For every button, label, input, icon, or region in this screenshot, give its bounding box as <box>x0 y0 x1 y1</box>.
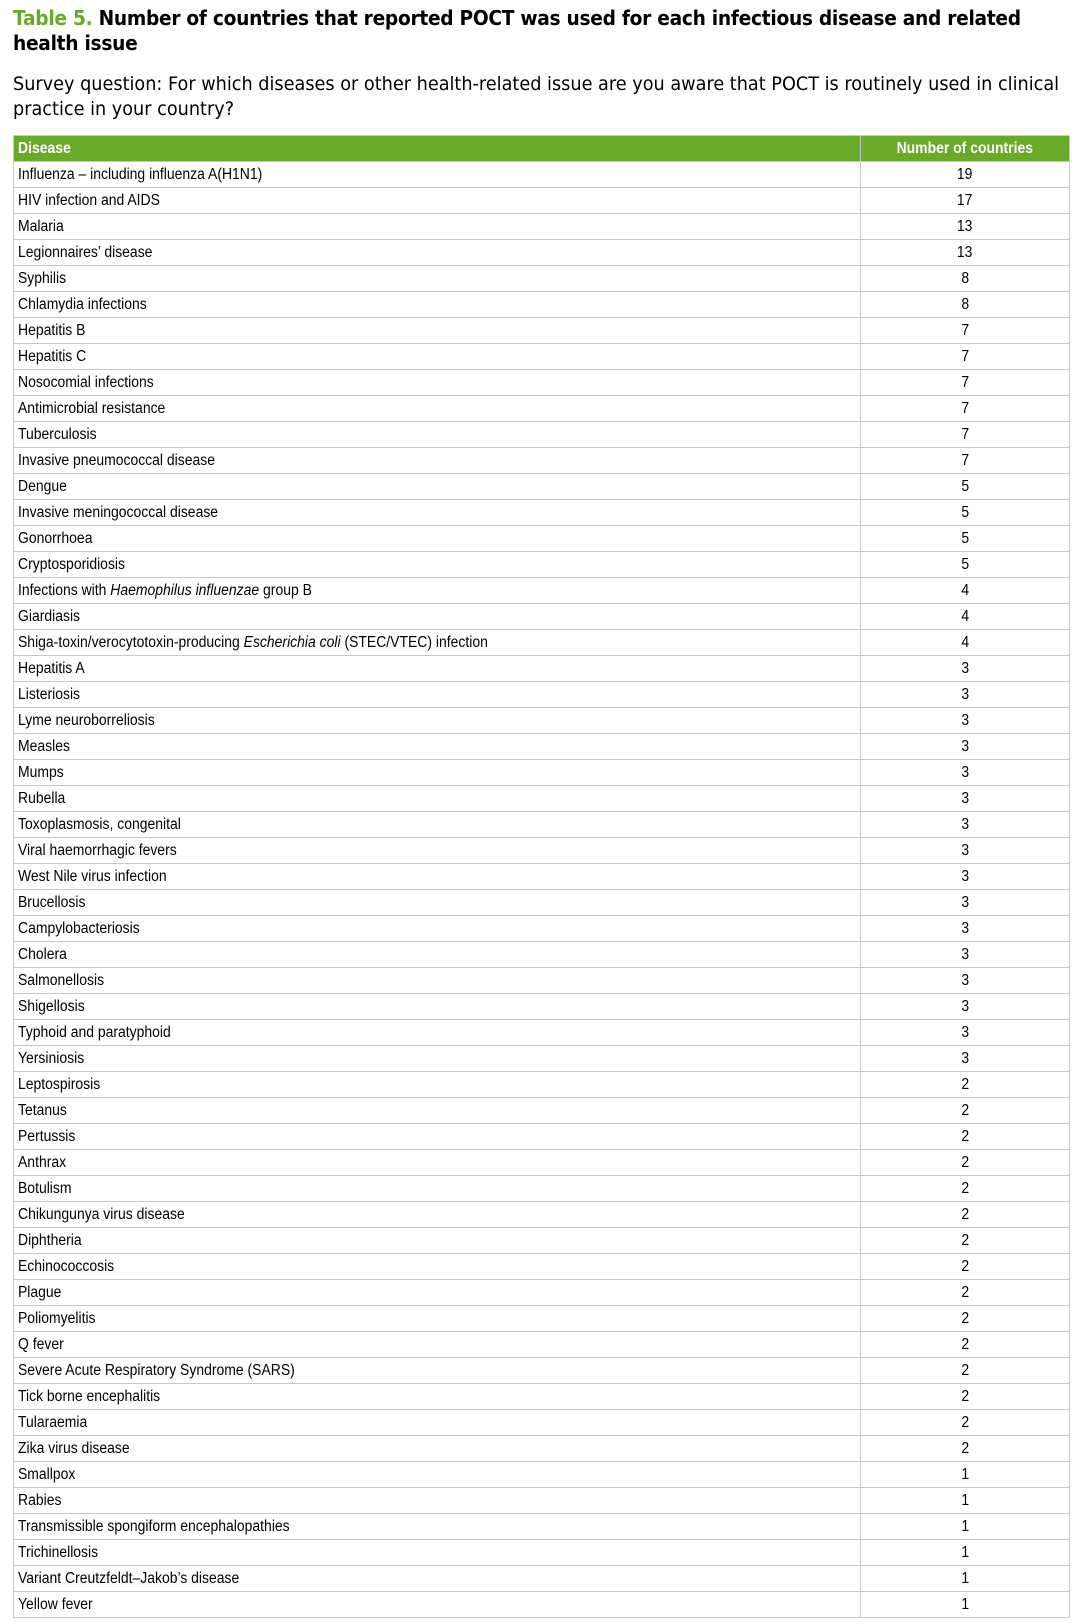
country-count: 7 <box>961 452 969 469</box>
disease-name: Severe Acute Respiratory Syndrome (SARS) <box>18 1362 295 1379</box>
country-count: 4 <box>961 634 969 651</box>
table-row <box>14 318 1070 344</box>
country-count-cell <box>861 422 1070 448</box>
disease-cell <box>14 1202 861 1228</box>
table-row <box>14 500 1070 526</box>
disease-name-italic: Escherichia coli <box>243 634 341 651</box>
country-count: 4 <box>961 582 969 599</box>
disease-name: Hepatitis B <box>18 322 86 339</box>
table-row <box>14 552 1070 578</box>
table-row <box>14 760 1070 786</box>
table-row <box>14 370 1070 396</box>
table-row <box>14 734 1070 760</box>
country-count: 8 <box>961 270 969 287</box>
disease-name: Tetanus <box>18 1102 67 1119</box>
table-caption <box>13 6 1073 56</box>
country-count: 7 <box>961 348 969 365</box>
table-row <box>14 240 1070 266</box>
disease-name: Tularaemia <box>18 1414 88 1431</box>
disease-name: Transmissible spongiform encephalopathies <box>18 1518 290 1535</box>
country-count: 3 <box>961 816 969 833</box>
table-row <box>14 578 1070 604</box>
table-row <box>14 812 1070 838</box>
country-count-cell <box>861 1306 1070 1332</box>
table-row <box>14 604 1070 630</box>
country-count: 2 <box>961 1310 969 1327</box>
country-count-cell <box>861 708 1070 734</box>
disease-name: Anthrax <box>18 1154 67 1171</box>
country-count-cell <box>861 1436 1070 1462</box>
table-row <box>14 786 1070 812</box>
column-header-disease <box>14 136 861 162</box>
column-header-disease-label: Disease <box>18 140 71 157</box>
country-count-cell <box>861 1488 1070 1514</box>
country-count-cell <box>861 968 1070 994</box>
disease-name: Tuberculosis <box>18 426 97 443</box>
table-row <box>14 1072 1070 1098</box>
country-count: 2 <box>961 1206 969 1223</box>
disease-name: Hepatitis C <box>18 348 87 365</box>
table-row <box>14 1254 1070 1280</box>
table-row <box>14 162 1070 188</box>
table-row <box>14 968 1070 994</box>
country-count-cell <box>861 578 1070 604</box>
disease-cell <box>14 422 861 448</box>
disease-name: Yellow fever <box>18 1596 93 1613</box>
disease-name: Rabies <box>18 1492 62 1509</box>
country-count-cell <box>861 370 1070 396</box>
country-count-cell <box>861 500 1070 526</box>
country-count: 2 <box>961 1128 969 1145</box>
disease-name: Pertussis <box>18 1128 76 1145</box>
country-count-cell <box>861 1566 1070 1592</box>
disease-table <box>13 135 1070 1618</box>
table-row <box>14 864 1070 890</box>
country-count-cell <box>861 864 1070 890</box>
disease-cell <box>14 1436 861 1462</box>
country-count-cell <box>861 474 1070 500</box>
disease-cell <box>14 370 861 396</box>
country-count: 13 <box>957 218 973 235</box>
country-count: 2 <box>961 1440 969 1457</box>
disease-cell <box>14 500 861 526</box>
country-count: 2 <box>961 1414 969 1431</box>
table-row <box>14 1384 1070 1410</box>
country-count: 3 <box>961 946 969 963</box>
disease-name: Trichinellosis <box>18 1544 99 1561</box>
disease-cell <box>14 994 861 1020</box>
country-count-cell <box>861 162 1070 188</box>
disease-cell <box>14 214 861 240</box>
disease-cell <box>14 1098 861 1124</box>
disease-name: Diphtheria <box>18 1232 82 1249</box>
country-count-cell <box>861 266 1070 292</box>
disease-cell <box>14 1150 861 1176</box>
country-count: 3 <box>961 920 969 937</box>
country-count: 1 <box>961 1570 969 1587</box>
disease-name: Shigellosis <box>18 998 85 1015</box>
country-count: 2 <box>961 1154 969 1171</box>
table-row <box>14 474 1070 500</box>
disease-cell <box>14 1462 861 1488</box>
table-row <box>14 344 1070 370</box>
disease-name: Leptospirosis <box>18 1076 101 1093</box>
country-count-cell <box>861 656 1070 682</box>
table-row <box>14 916 1070 942</box>
country-count: 3 <box>961 790 969 807</box>
country-count-cell <box>861 1358 1070 1384</box>
disease-name: Giardiasis <box>18 608 81 625</box>
disease-cell <box>14 1488 861 1514</box>
disease-cell <box>14 266 861 292</box>
country-count: 17 <box>957 192 973 209</box>
country-count: 5 <box>961 478 969 495</box>
country-count-cell <box>861 786 1070 812</box>
country-count: 3 <box>961 712 969 729</box>
table-row <box>14 1462 1070 1488</box>
country-count: 3 <box>961 1024 969 1041</box>
table-row <box>14 994 1070 1020</box>
table-row <box>14 1410 1070 1436</box>
table-row <box>14 292 1070 318</box>
table-number-label: Table 5. <box>13 6 93 30</box>
disease-cell <box>14 474 861 500</box>
country-count: 3 <box>961 686 969 703</box>
disease-name: Variant Creutzfeldt–Jakob’s disease <box>18 1570 240 1587</box>
disease-cell <box>14 1358 861 1384</box>
table-row <box>14 1332 1070 1358</box>
disease-name: Cholera <box>18 946 67 963</box>
disease-cell <box>14 1566 861 1592</box>
disease-name: Typhoid and paratyphoid <box>18 1024 171 1041</box>
country-count: 3 <box>961 972 969 989</box>
country-count: 8 <box>961 296 969 313</box>
table-row <box>14 1488 1070 1514</box>
table-row <box>14 1124 1070 1150</box>
disease-name-suffix: (STEC/VTEC) infection <box>340 634 488 651</box>
country-count-cell <box>861 1020 1070 1046</box>
table-row <box>14 1358 1070 1384</box>
disease-name: Poliomyelitis <box>18 1310 96 1327</box>
country-count-cell <box>861 552 1070 578</box>
country-count: 1 <box>961 1518 969 1535</box>
country-count: 7 <box>961 374 969 391</box>
disease-cell <box>14 604 861 630</box>
table-row <box>14 1280 1070 1306</box>
disease-name: Influenza – including influenza A(H1N1) <box>18 166 263 183</box>
disease-cell <box>14 1072 861 1098</box>
table-row <box>14 708 1070 734</box>
country-count: 2 <box>961 1258 969 1275</box>
country-count-cell <box>861 812 1070 838</box>
disease-name: West Nile virus infection <box>18 868 167 885</box>
disease-name <box>18 578 312 603</box>
disease-cell <box>14 1384 861 1410</box>
disease-cell <box>14 552 861 578</box>
disease-cell <box>14 1332 861 1358</box>
disease-name: Antimicrobial resistance <box>18 400 166 417</box>
disease-cell <box>14 188 861 214</box>
disease-cell <box>14 786 861 812</box>
disease-name: Rubella <box>18 790 66 807</box>
disease-name: Chlamydia infections <box>18 296 147 313</box>
disease-cell <box>14 1124 861 1150</box>
table-row <box>14 656 1070 682</box>
disease-name: HIV infection and AIDS <box>18 192 160 209</box>
country-count: 3 <box>961 660 969 677</box>
country-count-cell <box>861 1410 1070 1436</box>
country-count-cell <box>861 1150 1070 1176</box>
disease-name: Plague <box>18 1284 62 1301</box>
country-count: 2 <box>961 1336 969 1353</box>
disease-cell <box>14 630 861 656</box>
disease-name: Mumps <box>18 764 64 781</box>
disease-name: Toxoplasmosis, congenital <box>18 816 181 833</box>
table-row <box>14 1514 1070 1540</box>
country-count-cell <box>861 240 1070 266</box>
country-count: 1 <box>961 1466 969 1483</box>
country-count-cell <box>861 1046 1070 1072</box>
country-count-cell <box>861 838 1070 864</box>
disease-name: Invasive meningococcal disease <box>18 504 219 521</box>
disease-name: Invasive pneumococcal disease <box>18 452 215 469</box>
disease-name: Chikungunya virus disease <box>18 1206 185 1223</box>
disease-cell <box>14 1540 861 1566</box>
disease-name: Brucellosis <box>18 894 86 911</box>
disease-name: Tick borne encephalitis <box>18 1388 161 1405</box>
disease-name: Zika virus disease <box>18 1440 130 1457</box>
country-count-cell <box>861 1462 1070 1488</box>
country-count-cell <box>861 760 1070 786</box>
country-count-cell <box>861 396 1070 422</box>
table-row <box>14 890 1070 916</box>
table-row <box>14 422 1070 448</box>
country-count-cell <box>861 448 1070 474</box>
country-count-cell <box>861 1098 1070 1124</box>
country-count-cell <box>861 994 1070 1020</box>
table-row <box>14 682 1070 708</box>
country-count-cell <box>861 1540 1070 1566</box>
country-count-cell <box>861 1202 1070 1228</box>
disease-cell <box>14 1306 861 1332</box>
country-count: 1 <box>961 1492 969 1509</box>
disease-cell <box>14 864 861 890</box>
country-count: 1 <box>961 1544 969 1561</box>
disease-name: Syphilis <box>18 270 67 287</box>
country-count-cell <box>861 318 1070 344</box>
country-count: 3 <box>961 764 969 781</box>
disease-name: Gonorrhoea <box>18 530 93 547</box>
disease-cell <box>14 292 861 318</box>
disease-cell <box>14 656 861 682</box>
country-count: 5 <box>961 504 969 521</box>
column-header-count-label: Number of countries <box>896 140 1034 157</box>
disease-cell <box>14 682 861 708</box>
disease-name: Legionnaires’ disease <box>18 244 153 261</box>
table-row <box>14 214 1070 240</box>
country-count: 2 <box>961 1362 969 1379</box>
country-count: 2 <box>961 1076 969 1093</box>
table-row <box>14 1202 1070 1228</box>
table-title: Number of countries that reported POCT was used for each infectious disease and related health issue <box>13 6 1021 55</box>
disease-name: Campylobacteriosis <box>18 920 140 937</box>
disease-cell <box>14 448 861 474</box>
country-count: 3 <box>961 894 969 911</box>
table-body <box>14 162 1070 1618</box>
country-count-cell <box>861 1332 1070 1358</box>
disease-name: Cryptosporidiosis <box>18 556 126 573</box>
country-count-cell <box>861 526 1070 552</box>
disease-name: Nosocomial infections <box>18 374 154 391</box>
disease-cell <box>14 1254 861 1280</box>
disease-cell <box>14 1228 861 1254</box>
table-row <box>14 1228 1070 1254</box>
country-count-cell <box>861 890 1070 916</box>
disease-name-suffix: group B <box>259 582 312 599</box>
table-row <box>14 1020 1070 1046</box>
table-row <box>14 266 1070 292</box>
country-count: 5 <box>961 556 969 573</box>
country-count-cell <box>861 1384 1070 1410</box>
disease-name: Echinococcosis <box>18 1258 115 1275</box>
disease-name: Yersiniosis <box>18 1050 85 1067</box>
disease-cell <box>14 812 861 838</box>
country-count: 2 <box>961 1232 969 1249</box>
disease-cell <box>14 1176 861 1202</box>
country-count: 2 <box>961 1388 969 1405</box>
disease-cell <box>14 734 861 760</box>
disease-name: Botulism <box>18 1180 72 1197</box>
country-count-cell <box>861 344 1070 370</box>
disease-cell <box>14 1592 861 1618</box>
country-count: 13 <box>957 244 973 261</box>
country-count-cell <box>861 604 1070 630</box>
table-row <box>14 1176 1070 1202</box>
disease-name: Smallpox <box>18 1466 76 1483</box>
disease-cell <box>14 1280 861 1306</box>
table-row <box>14 838 1070 864</box>
disease-name: Listeriosis <box>18 686 81 703</box>
country-count: 7 <box>961 322 969 339</box>
disease-cell <box>14 1514 861 1540</box>
table-row <box>14 1046 1070 1072</box>
country-count: 1 <box>961 1596 969 1613</box>
table-row <box>14 448 1070 474</box>
country-count-cell <box>861 1228 1070 1254</box>
country-count-cell <box>861 1124 1070 1150</box>
country-count: 4 <box>961 608 969 625</box>
country-count-cell <box>861 292 1070 318</box>
country-count: 7 <box>961 400 969 417</box>
disease-name: Measles <box>18 738 70 755</box>
country-count-cell <box>861 682 1070 708</box>
country-count: 3 <box>961 868 969 885</box>
disease-name: Lyme neuroborreliosis <box>18 712 155 729</box>
disease-cell <box>14 916 861 942</box>
disease-cell <box>14 240 861 266</box>
disease-name-prefix: Shiga-toxin/verocytotoxin-producing <box>18 634 244 651</box>
disease-cell <box>14 708 861 734</box>
disease-cell <box>14 162 861 188</box>
table-row <box>14 1566 1070 1592</box>
disease-cell <box>14 942 861 968</box>
table-row <box>14 942 1070 968</box>
table-row <box>14 396 1070 422</box>
disease-cell <box>14 1020 861 1046</box>
disease-name-italic: Haemophilus influenzae <box>110 582 260 599</box>
disease-cell <box>14 396 861 422</box>
country-count-cell <box>861 214 1070 240</box>
disease-name-prefix: Infections with <box>18 582 111 599</box>
country-count: 2 <box>961 1102 969 1119</box>
country-count-cell <box>861 630 1070 656</box>
disease-cell <box>14 578 861 604</box>
country-count: 3 <box>961 998 969 1015</box>
country-count-cell <box>861 1072 1070 1098</box>
country-count: 3 <box>961 738 969 755</box>
survey-question: Survey question: For which diseases or other health-related issue are you aware that POCT is routinely used in clinical practice in your country? <box>13 73 1060 120</box>
country-count-cell <box>861 734 1070 760</box>
table-row <box>14 1306 1070 1332</box>
table-header-row <box>14 136 1070 162</box>
disease-cell <box>14 344 861 370</box>
table-row <box>14 526 1070 552</box>
country-count: 7 <box>961 426 969 443</box>
country-count: 2 <box>961 1180 969 1197</box>
country-count: 3 <box>961 842 969 859</box>
disease-name: Malaria <box>18 218 64 235</box>
table-row <box>14 1098 1070 1124</box>
table-row <box>14 1150 1070 1176</box>
disease-name: Hepatitis A <box>18 660 85 677</box>
country-count: 19 <box>957 166 973 183</box>
country-count-cell <box>861 1176 1070 1202</box>
disease-cell <box>14 760 861 786</box>
disease-cell <box>14 890 861 916</box>
column-header-count <box>861 136 1070 162</box>
disease-name: Viral haemorrhagic fevers <box>18 842 177 859</box>
table-row <box>14 630 1070 656</box>
disease-cell <box>14 838 861 864</box>
country-count-cell <box>861 1280 1070 1306</box>
table-row <box>14 188 1070 214</box>
table-row <box>14 1540 1070 1566</box>
table-row <box>14 1436 1070 1462</box>
country-count-cell <box>861 1514 1070 1540</box>
country-count-cell <box>861 1254 1070 1280</box>
disease-cell <box>14 1410 861 1436</box>
country-count: 5 <box>961 530 969 547</box>
disease-name: Salmonellosis <box>18 972 105 989</box>
country-count-cell <box>861 1592 1070 1618</box>
country-count: 3 <box>961 1050 969 1067</box>
disease-name: Dengue <box>18 478 67 495</box>
country-count: 2 <box>961 1284 969 1301</box>
table-row <box>14 1592 1070 1618</box>
disease-cell <box>14 526 861 552</box>
disease-cell <box>14 318 861 344</box>
disease-name: Q fever <box>18 1336 64 1353</box>
country-count-cell <box>861 942 1070 968</box>
country-count-cell <box>861 916 1070 942</box>
disease-cell <box>14 968 861 994</box>
country-count-cell <box>861 188 1070 214</box>
disease-cell <box>14 1046 861 1072</box>
disease-name <box>18 630 488 655</box>
